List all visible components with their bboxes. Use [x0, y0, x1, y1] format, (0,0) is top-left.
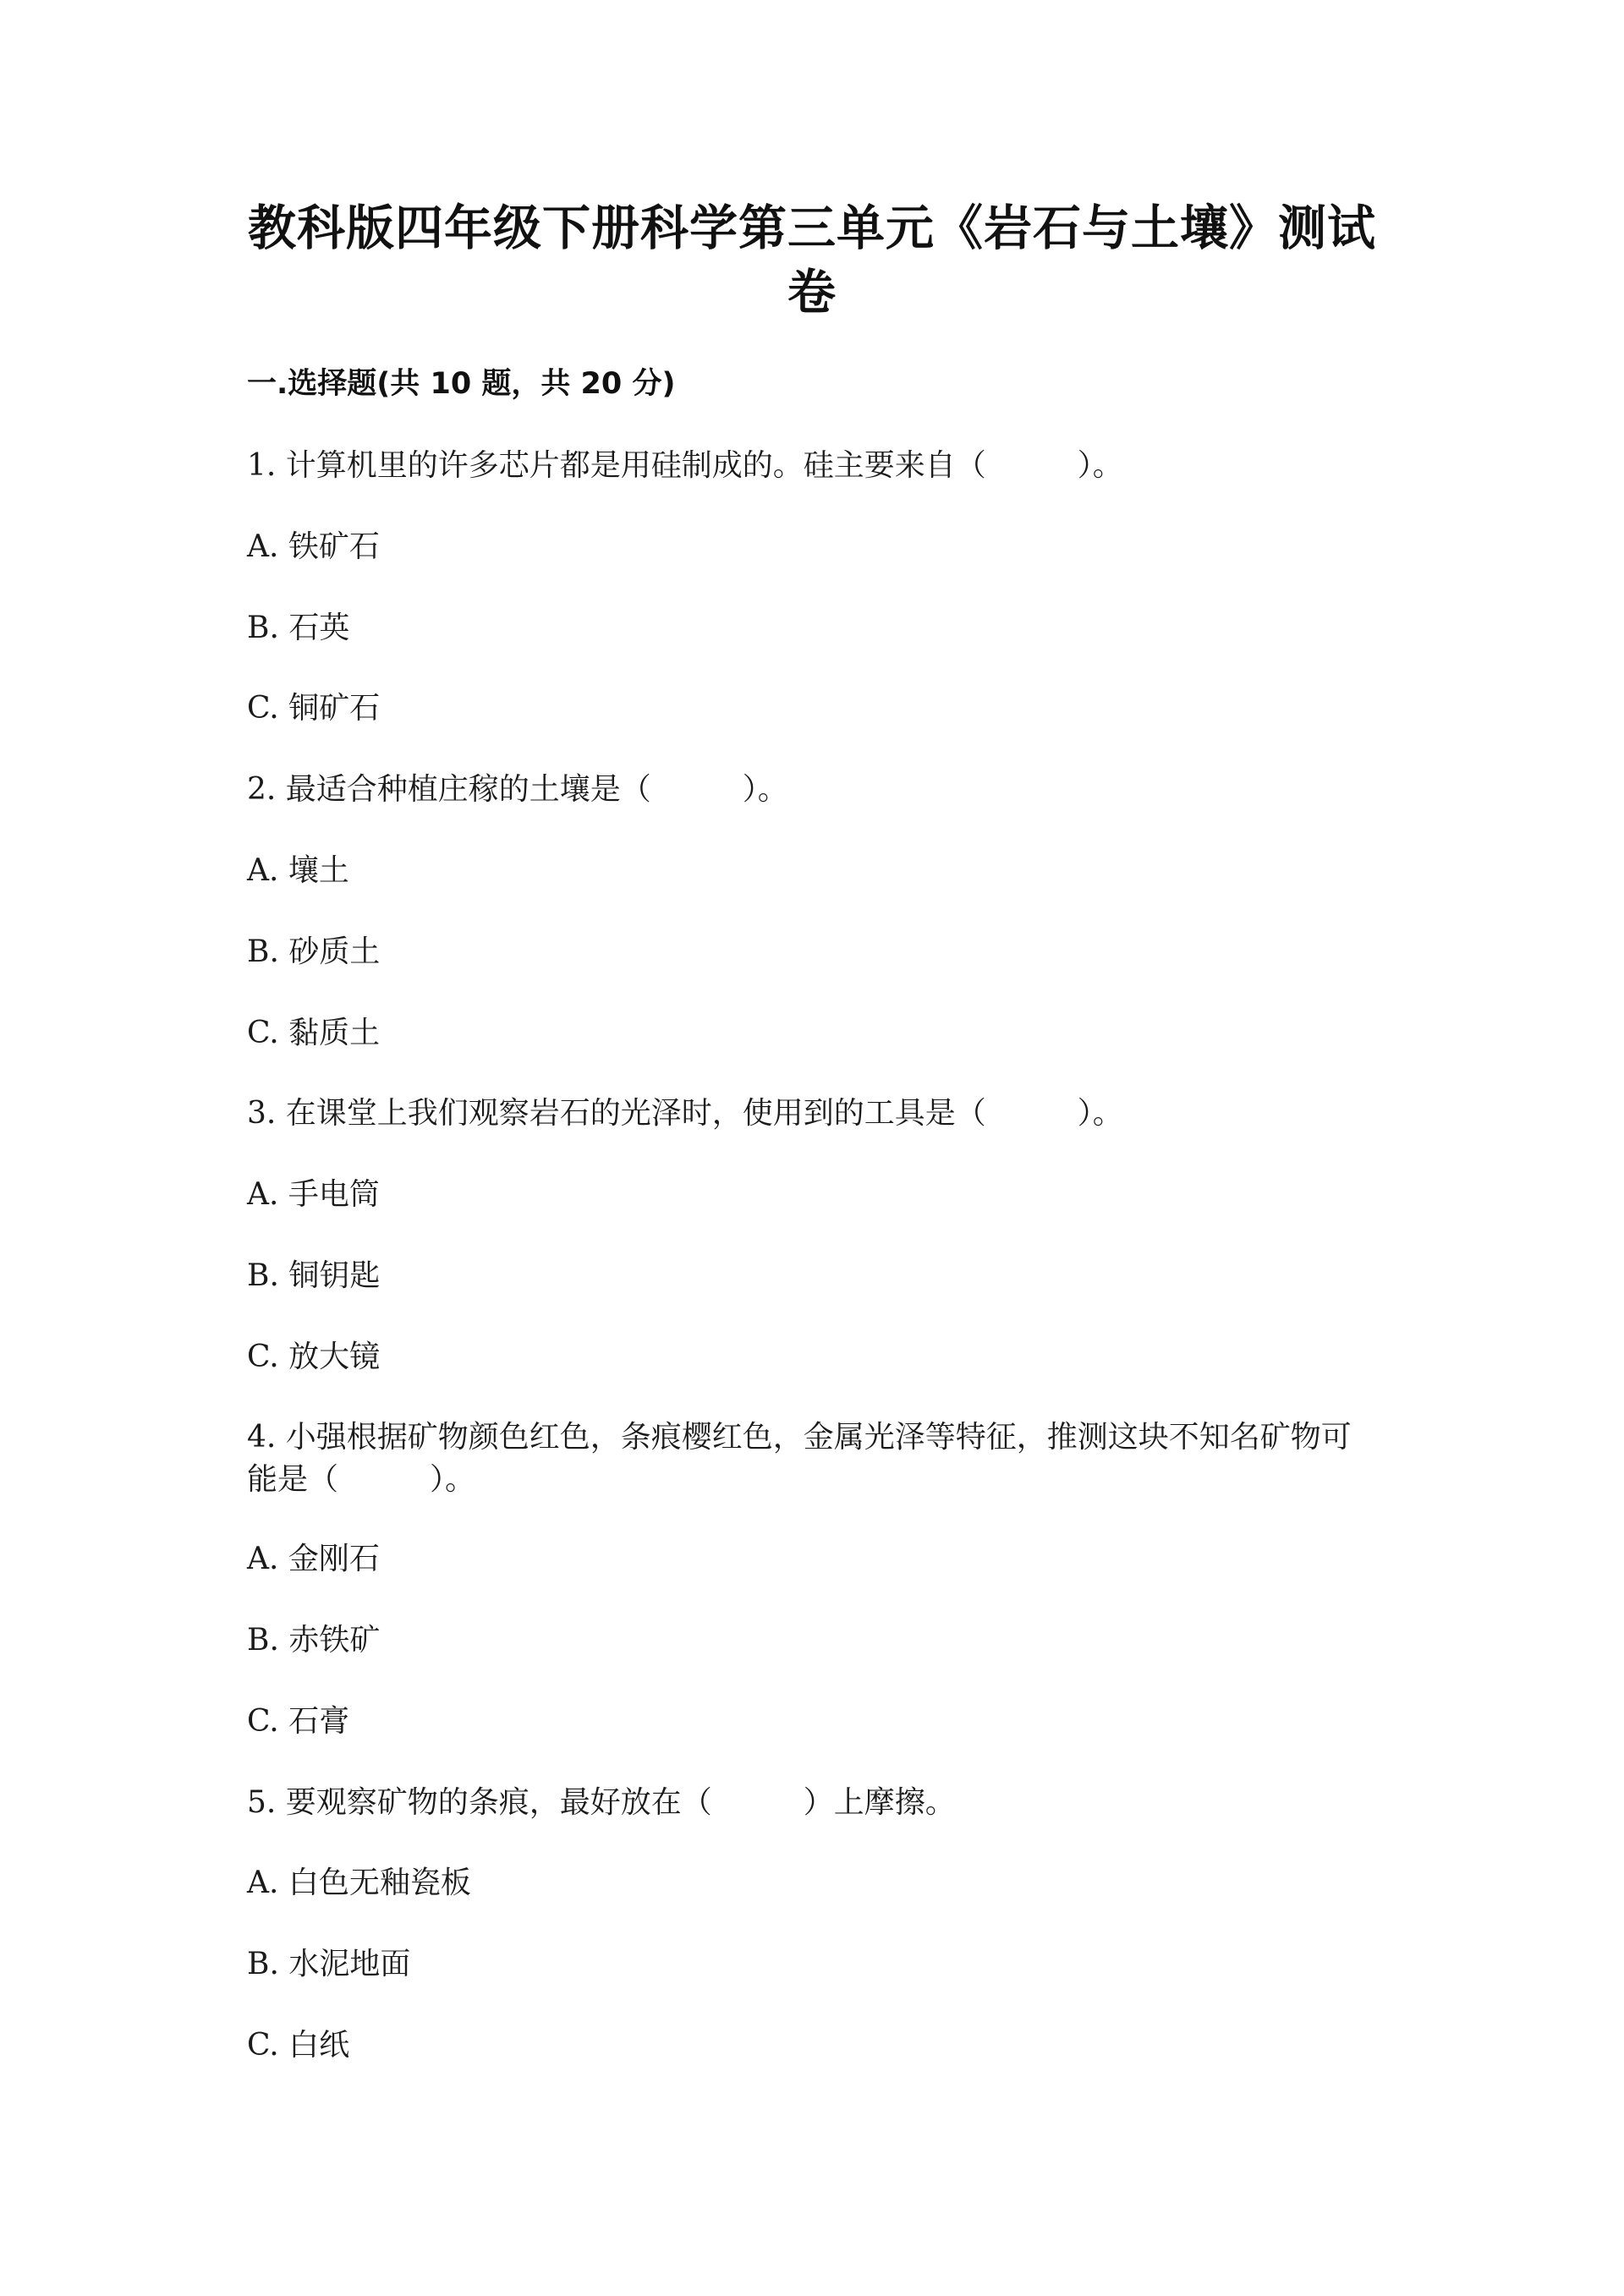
question-1-option-a: A. 铁矿石 [247, 529, 380, 564]
question-2-option-b: B. 砂质土 [247, 934, 381, 969]
question-5-option-c: C. 白纸 [247, 2028, 350, 2063]
question-4-option-c: C. 石膏 [247, 1704, 350, 1739]
question-4-option-b: B. 赤铁矿 [247, 1623, 381, 1658]
question-5-option-a: A. 白色无釉瓷板 [247, 1866, 471, 1900]
question-3-stem: 3. 在课堂上我们观察岩石的光泽时，使用到的工具是（ ）。 [247, 1096, 1123, 1131]
question-5-option-b: B. 水泥地面 [247, 1947, 411, 1981]
question-3-option-c: C. 放大镜 [247, 1340, 381, 1374]
question-4-option-a: A. 金刚石 [247, 1542, 380, 1576]
question-1-stem: 1. 计算机里的许多芯片都是用硅制成的。硅主要来自（ ）。 [247, 448, 1123, 483]
question-3-option-a: A. 手电筒 [247, 1177, 380, 1212]
section-heading: 一.选择题(共 10 题，共 20 分) [247, 367, 676, 401]
question-2-option-c: C. 黏质土 [247, 1016, 381, 1050]
question-5-stem: 5. 要观察矿物的条痕，最好放在（ ）上摩擦。 [247, 1785, 956, 1820]
question-2-option-a: A. 壤土 [247, 853, 349, 888]
question-4-stem: 4. 小强根据矿物颜色红色，条痕樱红色，金属光泽等特征，推测这块不知名矿物可能是（ ）。 [247, 1420, 1352, 1497]
question-1-option-c: C. 铜矿石 [247, 691, 381, 726]
question-3-option-b: B. 铜钥匙 [247, 1258, 381, 1293]
question-2-stem: 2. 最适合种植庄稼的土壤是（ ）。 [247, 772, 788, 807]
page-title: 教科版四年级下册科学第三单元《岩石与土壤》测试卷 [248, 200, 1376, 321]
question-1-option-b: B. 石英 [247, 611, 350, 645]
